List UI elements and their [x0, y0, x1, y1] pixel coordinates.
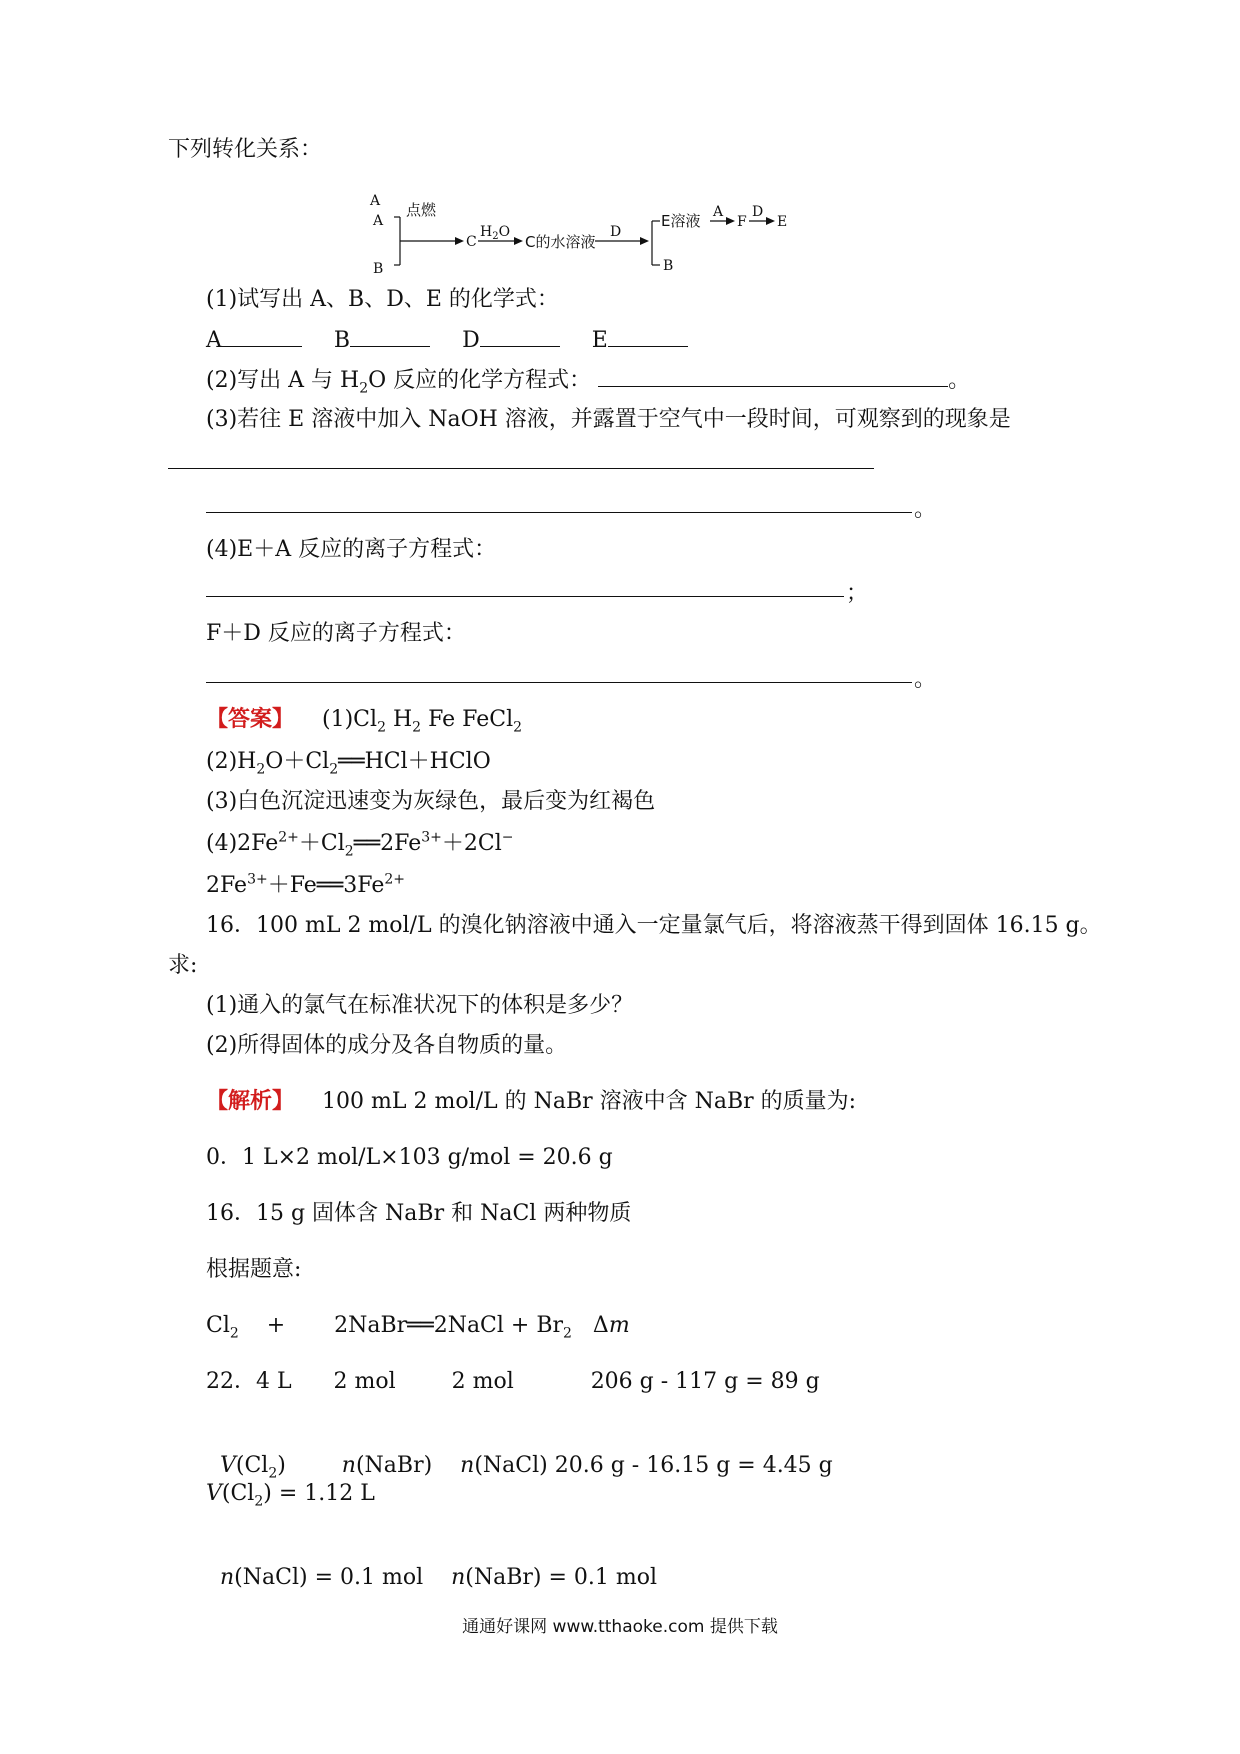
q3-end: 。	[914, 497, 937, 522]
answer-tag: 【答案】	[206, 707, 295, 732]
q4-end: ；	[846, 581, 869, 606]
problem16-line-2: 求:	[168, 953, 198, 978]
q2-line	[206, 366, 970, 395]
q2-sub: 2	[359, 380, 369, 397]
q1-blank-label-B: B	[333, 328, 351, 353]
diagram-label-C: C	[466, 234, 477, 250]
analysis-line-5: $Cl_2$ + 2NaBr══2NaCl + $Br_2$ Δm	[206, 1313, 630, 1342]
diagram-label-D: D	[610, 224, 622, 240]
answer-line-1: 【答案】 $(1)Cl_2$ $H_2$ Fe FeCl$_2$	[206, 707, 523, 736]
diagram-label-Esol: E溶液	[661, 212, 701, 230]
answer-line-4: $(4)2Fe^{2+}+Cl_2══2Fe^{3+}+2Cl^-$	[206, 829, 514, 860]
diagram-label-E: E	[777, 214, 788, 230]
diagram-label-B2: B	[663, 258, 674, 274]
analysis-line-2: 0．1 L×2 mol/L×103 g/mol = 20.6 g	[206, 1145, 613, 1170]
diagram-label-O: O	[498, 224, 511, 240]
q2-text-pre: (2)写出 A 与 H	[206, 368, 360, 393]
q1-prompt: (1)试写出 A、B、D、E 的化学式：	[206, 287, 559, 312]
q1-blanks	[206, 326, 688, 355]
q1-blank-label-A: A	[206, 328, 222, 353]
answer-line-2: $(2)H_2O+Cl_2══HCl+HClO$	[206, 749, 491, 778]
diagram-label-Cwater: C的水溶液	[525, 233, 596, 251]
q1-blank-label-E: E	[591, 328, 608, 353]
diagram-label-A2: A	[713, 204, 724, 220]
diagram-left-B: B	[373, 261, 384, 277]
problem16-sub-2: (2)所得固体的成分及各自物质的量。	[206, 1033, 568, 1058]
q1-blank-label-D: D	[462, 328, 480, 353]
answer-line-3: (3)白色沉淀迅速变为灰绿色，最后变为红褐色	[206, 789, 656, 814]
analysis-line-4: 根据题意:	[206, 1257, 302, 1282]
q4-blank-line-1[interactable]	[206, 596, 844, 597]
diagram-left-A: A	[373, 213, 384, 229]
problem16-line-1: 16．100 mL 2 mol/L 的溴化钠溶液中通入一定量氯气后，将溶液蒸干得到固体 16.15 g。	[206, 913, 1102, 938]
reaction-diagram	[370, 193, 900, 274]
q3-blank-line-1[interactable]	[168, 468, 874, 469]
q2-end: 。	[948, 368, 971, 393]
intro-text: 下列转化关系：	[168, 137, 323, 162]
q4-end-2: 。	[914, 667, 937, 692]
q1-blank-E[interactable]	[608, 326, 688, 347]
problem16-sub-1: (1)通入的氯气在标准状况下的体积是多少？	[206, 993, 634, 1018]
q4-text-2: F＋D 反应的离子方程式：	[206, 621, 466, 646]
analysis-line-9: n(NaCl) = 0.1 mol n(NaBr) = 0.1 mol	[220, 1565, 658, 1590]
analysis-tag: 【解析】	[206, 1089, 295, 1114]
analysis-line-6: 22．4 L 2 mol 2 mol 206 g - 117 g = 89 g	[206, 1369, 820, 1394]
analysis-line-7: $V(Cl_2)$ n(NaBr) n(NaCl) 20.6 g - 16.15 g = 4.45 g	[220, 1453, 833, 1482]
svg-text:H2O	[480, 224, 510, 242]
diagram-label-D2: D	[752, 204, 764, 220]
diagram-label-F: F	[737, 214, 747, 230]
q4-text: (4)E＋A 反应的离子方程式：	[206, 537, 497, 562]
q1-blank-B[interactable]	[350, 326, 430, 347]
q2-blank[interactable]	[598, 366, 948, 387]
diagram-label-H-sub: 2	[492, 231, 499, 242]
diagram-label-H: H	[480, 224, 493, 240]
answer-line-5: $2Fe^{3+}+Fe══3Fe^{2+}$	[206, 871, 406, 898]
analysis-line-1: 【解析】 100 mL 2 mol/L 的 NaBr 溶液中含 NaBr 的质量为:	[206, 1089, 857, 1114]
footer-text: 通通好课网 www.tthaoke.com 提供下载	[462, 1617, 778, 1637]
q1-blank-D[interactable]	[480, 326, 560, 347]
q3-text: (3)若往 E 溶液中加入 NaOH 溶液，并露置于空气中一段时间，可观察到的现象是	[206, 407, 1011, 432]
q4-blank-line-2[interactable]	[206, 682, 912, 683]
q1-blank-A[interactable]	[222, 326, 302, 347]
q2-text-post: O 反应的化学方程式：	[368, 368, 592, 393]
analysis-line-8: $V(Cl_2) = 1.12$ L	[206, 1481, 375, 1510]
diagram-label-dianran: 点燃	[406, 201, 437, 219]
diagram-label-A: A	[370, 193, 381, 209]
q3-blank-line-2[interactable]	[206, 512, 912, 513]
analysis-line-3: 16．15 g 固体含 NaBr 和 NaCl 两种物质	[206, 1201, 632, 1226]
